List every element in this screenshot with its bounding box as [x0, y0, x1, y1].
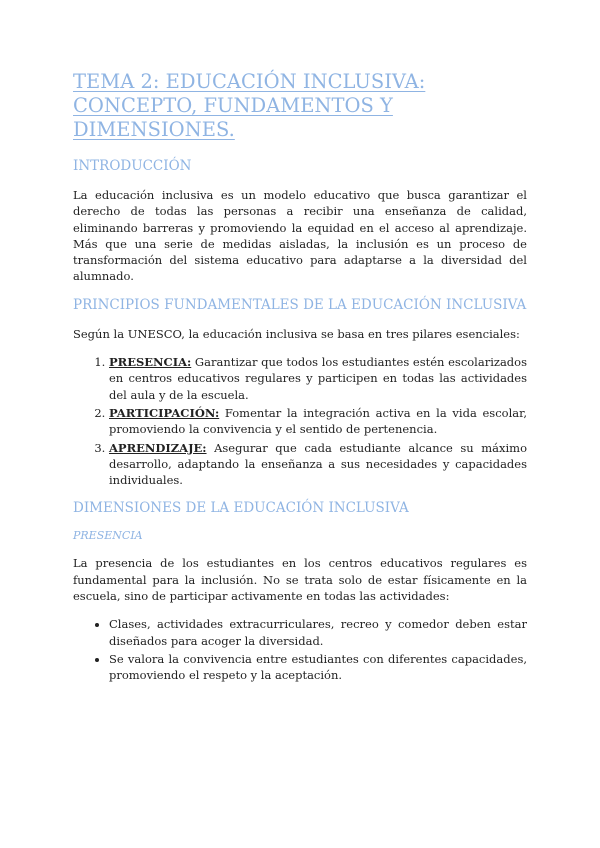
list-item: • Se valora la convivencia entre estudiantes con diferentes capacidades, promoviendo el respeto y la aceptación. — [109, 651, 527, 684]
principle-term: APRENDIZAJE: — [109, 440, 207, 455]
list-item — [109, 354, 527, 403]
principle-text: Asegurar que cada estudiante alcance su máximo desarrollo, adaptando la enseñanza a sus necesidades y capacidades individuales. — [109, 440, 527, 488]
list-item — [109, 405, 527, 438]
dimensions-heading: DIMENSIONES DE LA EDUCACIÓN INCLUSIVA — [73, 500, 409, 517]
principles-heading: PRINCIPIOS FUNDAMENTALES DE LA EDUCACIÓN INCLUSIVA — [73, 296, 527, 313]
dimensions-bullet-list — [73, 616, 527, 683]
principles-list — [73, 354, 527, 488]
principle-term: PARTICIPACIÓN: — [109, 405, 220, 420]
intro-paragraph: La educación inclusiva es un modelo educativo que busca garantizar el derecho de todas las personas a recibir una enseñanza de calidad, eliminando barreras y promoviendo la equidad en el acceso al aprendizaje. Más que una serie de medidas aisladas, la inclusión es un proceso de transformación del sistema educativo para adaptarse a la diversidad del alumnado. — [73, 188, 527, 284]
principle-text: Garantizar que todos los estudiantes estén escolarizados en centros educativos regulares y participen en todas las actividades del aula y de la escuela. — [109, 355, 527, 402]
principles-lead: Según la UNESCO, la educación inclusiva se basa en tres pilares esenciales: — [73, 326, 520, 341]
dimensions-paragraph: La presencia de los estudiantes en los centros educativos regulares es fundamental para la inclusión. No se trata solo de estar físicamente en la escuela, sino de participar activamente en todas las actividades: — [73, 556, 527, 604]
list-item — [109, 440, 527, 489]
dimensions-subheading: PRESENCIA — [73, 529, 143, 543]
principle-term: PRESENCIA: — [109, 355, 192, 370]
list-item: • Clases, actividades extracurriculares, recreo y comedor deben estar diseñados para acoger la diversidad. — [109, 616, 527, 649]
intro-heading: INTRODUCCIÓN — [73, 158, 192, 174]
document-title: TEMA 2: EDUCACIÓN INCLUSIVA: CONCEPTO, FUNDAMENTOS Y DIMENSIONES. — [73, 70, 426, 141]
principle-text: Fomentar la integración activa en la vida escolar, promoviendo la convivencia y el sentido de pertenencia. — [109, 405, 527, 437]
